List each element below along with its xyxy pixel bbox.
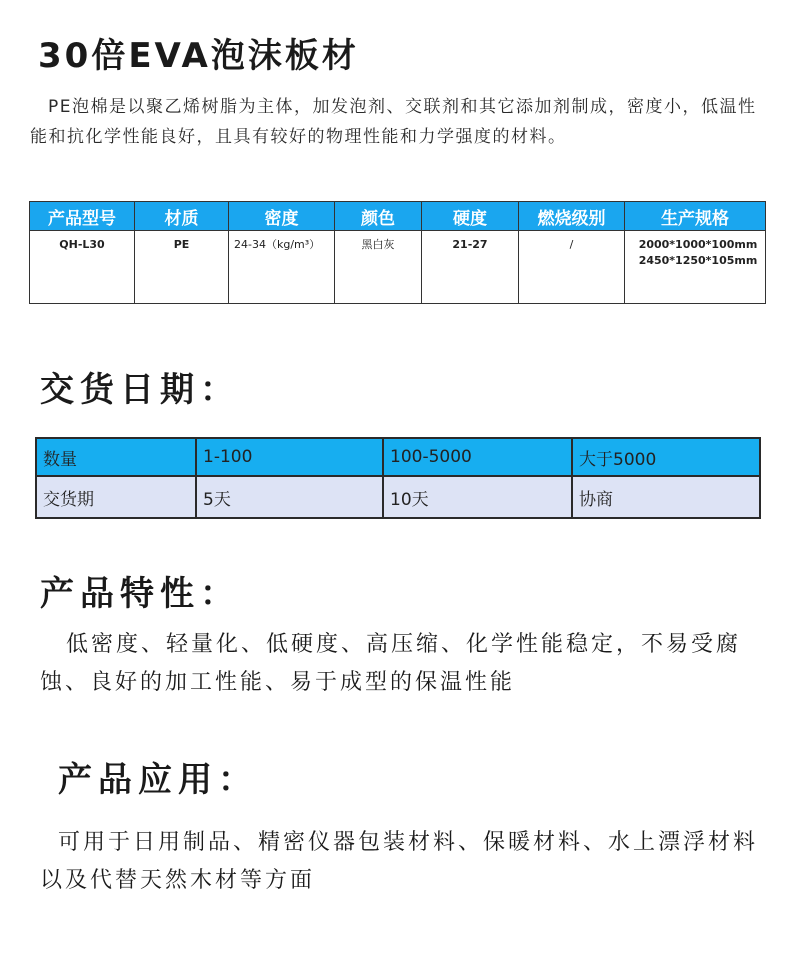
delivery-cell-qty-1: 1-100 [196,438,383,476]
spec-cell-size: 2000*1000*100mm 2450*1250*105mm [625,231,766,304]
features-heading: 产品特性： [40,574,240,614]
spec-header-fire-rating: 燃烧级别 [519,202,625,231]
delivery-cell-leadtime-2: 10天 [383,476,572,518]
delivery-cell-quantity-label: 数量 [36,438,196,476]
table-row [36,476,760,518]
spec-header-density: 密度 [229,202,335,231]
delivery-cell-leadtime-1: 5天 [196,476,383,518]
spec-cell-model: QH-L30 [30,231,135,304]
spec-cell-material: PE [135,231,229,304]
spec-table-header-row [30,202,766,231]
delivery-heading: 交货日期： [40,370,240,410]
spec-header-color: 颜色 [335,202,422,231]
intro-paragraph: PE泡棉是以聚乙烯树脂为主体，加发泡剂、交联剂和其它添加剂制成，密度小，低温性能和抗化学性能良好，且具有较好的物理性能和力学强度的材料。 [30,97,757,147]
spec-header-size: 生产规格 [625,202,766,231]
applications-paragraph: 可用于日用制品、精密仪器包装材料、保暖材料、水上漂浮材料以及代替天然木材等方面 [40,830,759,893]
spec-cell-color: 黑白灰 [335,231,422,304]
delivery-cell-qty-2: 100-5000 [383,438,572,476]
spec-header-model: 产品型号 [30,202,135,231]
table-row [30,231,766,304]
spec-cell-hardness: 21-27 [422,231,519,304]
delivery-cell-leadtime-3: 协商 [572,476,760,518]
spec-cell-fire-rating: / [519,231,625,304]
spec-header-hardness: 硬度 [422,202,519,231]
spec-header-material: 材质 [135,202,229,231]
spec-table [29,201,766,304]
spec-cell-density: 24-34（kg/m³） [229,231,335,304]
delivery-table [35,437,761,519]
table-row [36,438,760,476]
delivery-cell-qty-3: 大于5000 [572,438,760,476]
applications-heading: 产品应用： [58,760,258,800]
delivery-cell-leadtime-label: 交货期 [36,476,196,518]
page-title: 30倍EVA泡沫板材 [38,36,359,76]
features-paragraph: 低密度、轻量化、低硬度、高压缩、化学性能稳定，不易受腐蚀、良好的加工性能、易于成型的保温性能 [40,632,742,695]
